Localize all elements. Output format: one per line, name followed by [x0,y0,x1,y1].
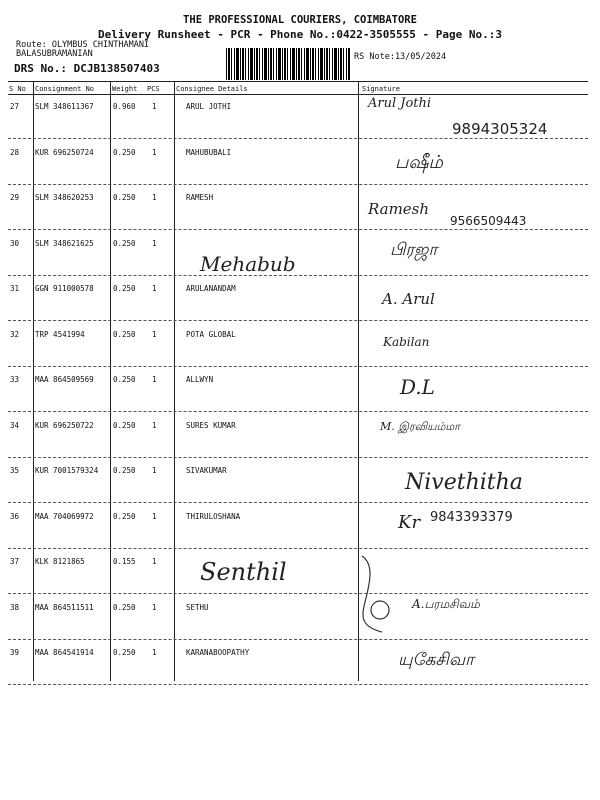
handwritten-name-30: Mehabub [200,252,296,276]
row-sno: 35 [10,466,20,475]
signature-35: Nivethitha [405,470,523,495]
signature-29: Ramesh [368,200,430,218]
row-weight: 0.250 [113,420,136,430]
row-separator [8,548,588,549]
row-sno: 28 [10,147,20,157]
row-separator [8,138,588,139]
row-weight: 0.250 [113,466,136,475]
col-weight: Weight [112,85,138,93]
row-consignment: KUR 696250724 [35,147,94,157]
phone-36: 9843393379 [430,510,513,525]
row-consignee: ARULANANDAM [186,284,236,293]
row-sno: 32 [10,329,20,339]
row-separator [8,684,588,685]
row-pcs: 1 [152,238,157,248]
row-sno: 31 [10,284,20,293]
row-separator [8,320,588,321]
row-consignee: KARANABOOPATHY [186,648,250,657]
row-pcs: 1 [152,511,157,521]
row-consignee: ARUL JOTHI [186,102,232,111]
row-pcs: 1 [152,557,157,566]
row-consignee: SURES KUMAR [186,420,236,430]
row-separator [8,457,588,458]
rs-note: RS Note:13/05/2024 [354,52,447,62]
row-consignment: MAA 704069972 [35,511,94,521]
row-sno: 39 [10,648,20,657]
row-weight: 0.250 [113,284,136,293]
row-pcs: 1 [152,284,157,293]
row-consignment: SLM 348611367 [35,102,94,111]
signature-30: பிரஜா [390,240,438,260]
row-consignee: SIVAKUMAR [186,466,227,475]
row-pcs: 1 [152,193,157,202]
signature-34: M. இரவியம்மா [380,420,461,433]
row-consignment: KLK 8121865 [35,557,85,566]
row-sno: 34 [10,420,20,430]
table-row [0,642,600,688]
row-consignee: MAHUBUBALI [186,147,232,157]
row-consignee: ALLWYN [186,375,214,384]
row-sno: 37 [10,557,20,566]
row-consignment: KUR 696250722 [35,420,94,430]
col-consignee: Consignee Details [176,85,248,93]
table-row [0,369,600,415]
drs-number: DRS No.: DCJB138507403 [14,62,160,75]
row-consignee: RAMESH [186,193,214,202]
row-weight: 0.250 [113,238,136,248]
row-separator [8,275,588,276]
row-separator [8,639,588,640]
signature-28: பஷீம் [395,152,444,173]
row-pcs: 1 [152,420,157,430]
row-consignment: MAA 864511511 [35,602,94,612]
company-title: THE PROFESSIONAL COURIERS, COIMBATORE [183,14,417,26]
row-weight: 0.250 [113,648,136,657]
runsheet-subtitle: Delivery Runsheet - PCR - Phone No.:0422-3505555 - Page No.:3 [98,28,502,41]
route-info [16,41,149,59]
row-consignee: SETHU [186,602,209,612]
table-row [0,142,600,188]
row-separator [8,502,588,503]
row-separator [8,229,588,230]
barcode-image [226,48,350,80]
row-consignment: KUR 7001579324 [35,466,99,475]
signature-31: A. Arul [382,290,435,308]
col-pcs: PCS [147,85,160,93]
table-row [0,233,600,279]
pen-scribble [340,548,430,638]
row-pcs: 1 [152,466,157,475]
row-pcs: 1 [152,329,157,339]
signature-39: யுகேசிவா [398,650,474,670]
row-separator [8,411,588,412]
row-consignment: MAA 864509569 [35,375,94,384]
row-consignment: GGN 911000578 [35,284,94,293]
row-weight: 0.250 [113,375,136,384]
signature-27: Arul Jothi [368,96,432,111]
row-consignment: SLM 348621625 [35,238,94,248]
row-consignment: MAA 864541914 [35,648,94,657]
signature-32: Kabilan [383,335,430,349]
signature-38: A.பரமசிவம் [412,597,480,611]
row-separator [8,184,588,185]
col-consignment: Consignment No [35,85,95,93]
table-row [0,551,600,597]
handwritten-name-37: Senthil [200,558,287,586]
table-row [0,278,600,324]
signature-33: D.L [400,375,435,399]
row-weight: 0.250 [113,193,136,202]
col-signature: Signature [362,85,400,93]
row-weight: 0.155 [113,557,136,566]
row-sno: 30 [10,238,20,248]
route-line: Route: OLYMBUS CHINTHAMANI [16,40,150,50]
signature-36: Kr [398,512,421,533]
header-top-rule [8,81,588,82]
row-weight: 0.960 [113,102,136,111]
header-bottom-rule [8,94,588,95]
row-separator [8,366,588,367]
row-weight: 0.250 [113,511,136,521]
row-sno: 27 [10,102,20,111]
row-pcs: 1 [152,648,157,657]
row-sno: 33 [10,375,20,384]
row-consignment: SLM 348620253 [35,193,94,202]
table-row [0,415,600,461]
phone-27: 9894305324 [452,120,548,138]
row-weight: 0.250 [113,602,136,612]
row-separator [8,593,588,594]
row-sno: 38 [10,602,20,612]
row-weight: 0.250 [113,147,136,157]
route-staff: BALASUBRAMANIAN [16,49,93,59]
table-row [0,597,600,643]
row-pcs: 1 [152,375,157,384]
row-weight: 0.250 [113,329,136,339]
row-consignee: POTA GLOBAL [186,329,236,339]
phone-29: 9566509443 [450,214,527,228]
col-sno: S No [9,85,26,93]
row-consignee: THIRULOSHANA [186,511,241,521]
row-consignment: TRP 4541994 [35,329,85,339]
table-row [0,324,600,370]
row-pcs: 1 [152,102,157,111]
row-pcs: 1 [152,147,157,157]
row-sno: 29 [10,193,20,202]
row-pcs: 1 [152,602,157,612]
row-sno: 36 [10,511,20,521]
